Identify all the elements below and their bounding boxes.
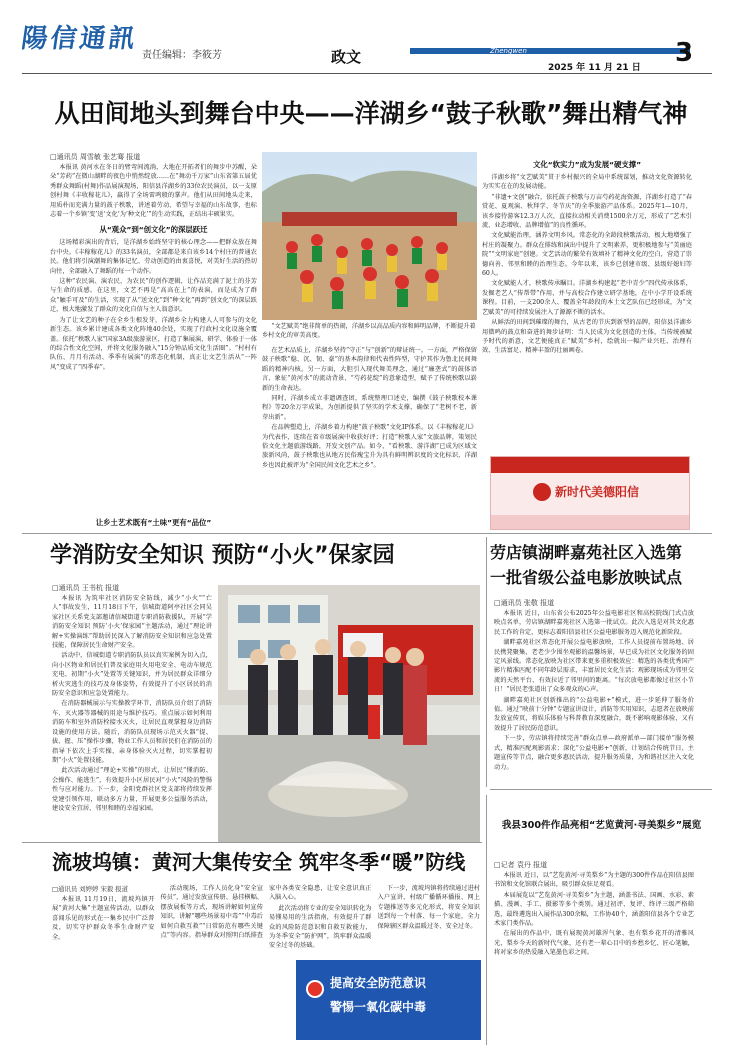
article1-headline: 从田间地头到舞台中央——洋湖乡“鼓子秋歌”舞出精气神: [54, 99, 688, 128]
sign-text-line2: 警惕一氧化碳中毒: [330, 1000, 427, 1014]
article1-para: 本报讯 黄河水在冬日的臂弯间流淌，大地在开拓者们的舞步中苏醒，朵朵“芳药”在微山湖畔的夜色中悄然绽放……在“舞动千万家”山东省第五届优秀群众舞蹈(村舞)作品展演现场，阳信县洋湖乡的33位农民演员，以一支原创村舞《丰收稼花儿》，赢得了全场雷鸣般的掌声。他们从田间地头走来，用质朴而充满力量的鼓子秩歌，讲述着劳动、希望与幸福的山东故事，也标志着一个乡镇‘变’送‘文化’为‘种文化’”的生动实践，正结出丰硕果实。: [50, 164, 257, 219]
section-bar: [410, 48, 690, 54]
masthead: [0, 0, 735, 75]
sign-text-line1: 提高安全防范意识: [330, 976, 427, 990]
article2-para: 此次活动通过“理论+实操”的形式，让居民“懂消防、会操作、能逃生”，有效提升小区居民对“小火”风险的警惕性与应对能力。下一步，金阳党群社区党支部将持续发挥党建引领作用，联动多方力量，开展更多公益服务活动，建设安全宜居、邻里和睦的幸福家园。: [52, 767, 212, 812]
article3-para: 湖畔嘉苑社区常态化开展公益电影放映，工作人员提前布置场地、居民携凳聚集，老老少少围坐观影的温馨场景，早已成为社区文化服务的固定风景线。常态化放映为社区带来更多重积极效应：精选的各类优秀国产影片精准匹配不同年龄层需求，丰富居民文化生活；观影现场成为邻里交流的天然平台，有效拉近了邻里间的距离。“每次放电影都像过社区小节日！”居民老张道出了众多观众的心声。: [494, 639, 694, 694]
article2-col1: [52, 583, 212, 933]
article4-para: 此次活动将专业的安全知识转化为易懂易用的生活指南，有效提升了群众的风险防范意识和自救互救能力，为冬季安全“防护网”，筑牢群众温暖安全过冬的基础。: [269, 904, 372, 950]
fire-drill-photo-graphic: [218, 585, 480, 843]
banner-wave: [491, 515, 690, 529]
column-divider: [486, 537, 487, 787]
virtue-banner: [490, 456, 690, 530]
article1-para: 从鲜活的田间到璀璨的舞台，从古老的节庆到新型的品牌，阳信县洋湖乡用微鸣的鼓点和奋进的舞步证明：当人民成为文化创造的主体，当传统被赋予时代的新意，文艺便能真正“赋美”乡村，绘就出一幅产业兴旺、治理有效、生活富足、精神丰盈的壮丽画卷。: [482, 319, 692, 355]
article4-photo-safety-sign: [296, 960, 481, 1040]
article1-subhead-1: 从“观众”到“创文化”的深层跃迁: [99, 225, 208, 235]
article1-subhead-2: 让乡土艺术既有“土味”更有“品位”: [95, 518, 212, 527]
article1-para: 洋湖乡将“文艺赋美”贯于乡村振兴的全局中系统谋划，推动文化资源转化为实实在在的发展动能。: [482, 174, 692, 191]
newspaper-logo: 陽信通訊: [19, 24, 140, 54]
article2-para: 活动中，信城街道专职消防队员以真实案例为切入点，向小区物业和居民们普及家庭用火用电安全、电动车规范充电、初期“小火”处置等关键知识，并为居民群众详细分析火灾逃生的技巧及身体姿势，有效提升了小区居民的消防安全意识和应急处置能力。: [52, 652, 212, 698]
article3-body: [494, 598, 694, 786]
article5-para: 在展出的作品中，既有展现黄河雄浑气象、也有梨乡花开的清雅风光，梨乡今天的新时代气象，还有老一辈心目中的乡愁乡忆、匠心笔触，将对家乡的热爱融入笔墨色彩之间。: [494, 930, 694, 957]
article1-para: “非遗+文创”融合，依托鼓子秧歌与万亩芍药花海资源，洋湖乡打造了“春赏花、夏观演、秋拜学、冬节庆”的全季旅游产品体系。2025年1—10月，该乡接待游客12.3万人次，直接拉动相关消费1500余万元，形成了“艺术引流、业态增收、品牌增值”的良性循环。: [482, 193, 692, 230]
article2-para: 本报讯 为筑牢社区消防安全防线，减少“小火”“亡人”事故发生，11月18日下午，信城街道阿亭社区会同吴家社区关系党支部邀请信城街道专职消防救援队，开展“学消防安全知识 预防‘小火’保家园”主题活动，通过“理论讲解+实操演练”帮助居民深入了解消防安全知识和应急处置技能，保障居民生命财产安全。: [52, 595, 212, 650]
article5-headline: 我县300件作品亮相“艺览黄河·寻美梨乡”展览: [501, 820, 702, 831]
article3-headline: 劳店镇湖畔嘉苑社区入选第一批省级公益电影放映试点: [490, 543, 683, 587]
article1-para: 在品牌塑造上，洋湖乡着力构建“鼓子秧歌”文化IP体系。以《丰稼稼花儿》为代表作，连续在省市级展演中收获好评；打造“秧歌人家”文旅品牌，策划民俗文化主题旅游线路，开发文创产品。如今，“看秧歌、游洋湖”已成为区域文旅新风尚，鼓子秧歌也从地方民俗瑰宝升为具有鲜明辨识度的文化标识，洋湖乡也因此被评为“全国民间文化艺术之乡”。: [262, 424, 477, 469]
article1-para: 在艺术品质上，洋湖乡坚持“守正”与“创新”的辩证统一。一方面，严格保留鼓子秧歌“稳、沉、韧、豪”的基本韵律和代表性阵型，守护其作为鲁北民间舞蹈的精神内核。另一方面，大胆引入现代舞美理念，通过“廉垄式”的鼓体语言、象征“黄河水”的流动背景、“芍药花绽”的意象造型，赋予了传统秧歌以崭新的生命表达。: [262, 347, 477, 392]
article2-byline: □通讯员 王书杭 报道: [52, 584, 120, 592]
article1-col2: [262, 346, 477, 532]
article5-para: 本届展览以“艺览黄河·寻美梨乡”为主题，涵盖书法、国画、水彩、素描、漫画、手工、摄影等多个类别。通过初评、复评、终评三级严格筛选，最终遴选出入展作品300余幅，工作协40个，涵盖阳信县各个专业艺术家门类作品。: [494, 891, 694, 928]
banner-title: 新时代美德阳信: [555, 485, 640, 499]
article1-col1: [50, 152, 257, 532]
article5-body: [494, 860, 694, 1040]
article4-para: 下一步，流坡坞镇将持续通过进村入户宣讲、村级广播循环播报、网上专题推送等多元化形式，将安全知识送到每一个村落、每一个家庭，全力保障辖区群众温暖过冬、安全过冬。: [377, 885, 480, 930]
article1-subhead-3: 文化“软实力”成为发展“硬支撑”: [532, 160, 642, 169]
article1-para: 为了让文艺的种子在全乡生根发芽，洋湖乡全力构建人人可参与的文化新生态。该乡累计建成各类文化阵地40余处，实现了行政村文化设施全覆盖。依托“秩歌人家”国家3A级旅游景区，打造了集展演、研学、体验于一体的综合性文化空间，并将文化服务融入“15分钟品质文化生活圈”。“村村有队伍、月月有活动、季季有展演”的常态化机制，真正让文艺生活从“一阵风”变成了“四季春”。: [50, 316, 257, 371]
section-pinyin: Zhengwen: [490, 47, 527, 55]
article2-photo-fire-drill: [218, 585, 480, 843]
article4-byline: □通讯员 刘婷婷 宋毅 报道: [52, 885, 129, 893]
responsible-editor: 责任编辑：李筱芳: [142, 50, 222, 61]
article4-para: 本报讯 11月19日，流坡坞镇开展“黄河大集”主题宣传活动，以群众喜闻乐见的形式在一集乡民中广泛普及，切实守护群众冬季生命财产安全。: [52, 896, 155, 941]
article2-para: 在消防器械展示与实操教学环节，消防队员介绍了消防车、灭火器等器械的用途与维护技巧。重点展示如何利用消防车和室外消防栓接水灭火，让居民直观掌握身边消防设施的使用方法。随后，消防队员现场示范灭火器“提、拔、握、压”操作步骤，物业工作人员和居民们在消防员的指导下依次上手实操，亲身体验灭火过程，切实掌握初期“小火”处置技能。: [52, 700, 212, 764]
article3-byline: □通讯员 张敬 报道: [494, 599, 555, 607]
section-title: 政文: [331, 48, 362, 66]
article1-para: 文化赋能治理，涵养文明乡风。常态化的全龄段秧歌活动，极大地增强了村庄的凝聚力。群众在排练和演出中提升了文明素养，更积极地参与“美丽庭院”“文明家庭”创建。文艺活动的繁荣有效填补了精神文化的空白，营造了崇德向善、邻里和睦的治理生态。今年以来，该乡已创建市级、县级好媳妇等60人。: [482, 232, 692, 278]
article1-col3: [482, 152, 692, 452]
article1-para: 这种“农民演、演农民、为农民”的创作逻辑，让作品充满了泥土的芬芳与生命的质感。在这里，文艺不再是“高高在上”的表演，而是成为了群众“触手可及”的生活，实现了从“送文化”到“种文化”再到“创文化”的深层跃迁，极大地激发了群众的文化自信与主人翁意识。: [50, 278, 257, 314]
article3-para: 下一步，劳店镇将持续完善“群众点单—政府派单—部门接单”服务模式，精准匹配观影需求；深化“公益电影+”创新，计划结合传统节日、主题宣传等节点，融合更多惠民活动，提升服务质量，为和谐社区注入文化动力。: [494, 735, 694, 771]
article4-para: 活动现场，工作人员化身“安全宣传员”，通过发放宣传册、悬挂横幅、摆放展板等方式，现场讲解如何宣传知识，讲解“哪些场景易中毒”“中毒后如何自救互救”“日常防范有哪些关键点”等内容。指导群众对照明白纸排查家中各类安全隐患，让安全意识真正入脑入心。: [160, 885, 372, 940]
article1-byline: □通讯员 周雪敏 张艺骞 报道: [50, 153, 141, 161]
article2-headline: 学消防安全知识 预防“小火”保家园: [50, 543, 395, 568]
banner-flower-icon: [533, 483, 551, 501]
divider: [490, 789, 712, 790]
article4-headline: 流坡坞镇：黄河大集传安全 筑牢冬季“暖”防线: [52, 850, 466, 874]
article5-para: 本报讯 近日，以“艺览黄河·寻美梨乡”为主题的300件作品在阳信县图书馆和文化馆联合展出，吸引群众驻足观看。: [494, 872, 694, 889]
dance-photo-graphic: [262, 152, 477, 320]
column-divider: [486, 795, 487, 1045]
article1-photo-caption: [262, 322, 477, 344]
issue-date: 2025 年 11 月 21 日: [548, 63, 641, 73]
divider: [22, 842, 482, 843]
article1-para: 这场精彩演出的背后，是洋湖乡始终坚守的核心理念——把群众放在舞台中央。《丰稼稼花儿》的33名演员，全部都是来自该乡14个村庄的普通农民。他们将引演潮舞的集体记忆、劳动创造的由衷喜悦，对美好生活的热切向往，全部融入了舞蹈的每一个动作。: [50, 239, 257, 275]
page-number: 3: [675, 38, 694, 68]
article1-caption-text: “文艺赋美”绝非简单的热闹，洋湖乡以高品质内容和鲜明品牌，不断提升着乡村文化的审美高度。: [262, 323, 476, 340]
masthead-rule: [22, 73, 712, 74]
alarm-icon: [306, 980, 324, 998]
article3-para: 湖畔嘉苑社区创新推出的“公益电影+”模式，进一步延伸了服务价值。通过“映前十分钟”专题宣讲设计，消防等实用知识，志愿者在放映前发放宣传页，将娱乐体验与科普教育深度融合，既不影响观影体验，又有效提升了居民防范意识。: [494, 696, 694, 732]
divider: [22, 533, 712, 534]
article1-para: 文化赋能人才，秧歌传承瞩目。洋湖乡构建起“老中青少”四代传承体系，发掘老艺人“传帮带”作用，并与高校合作建立研学基地，在中小学开设系统课程。目前，一支200余人、覆盖全年龄段的本土文艺队伍已经形成，为“文艺赋美”的可持续发展注入了源源不断的活水。: [482, 280, 692, 316]
article5-byline: □记者 袁丹 报道: [494, 861, 548, 869]
banner-red-strip: [491, 457, 690, 473]
article1-para: 同时，洋湖乡成立非遗调查团，系统整理口述史，编撰《鼓子秧歌校本课程》等20余万字成果，为创新提供了坚实的学术支撑，确保了“老树不老，新芽出新”。: [262, 395, 477, 421]
article1-photo-yangko-dance: [262, 152, 477, 320]
article3-para: 本报讯 近日，山东省公布2025年公益电影社区和高校院线门式点放映点名单，劳店镇湖畔嘉苑社区入选第一批试点。此次入选是对其文化惠民工作的肯定，更标志着阳信县社区公益电影服务迈入规范化新阶段。: [494, 610, 694, 636]
